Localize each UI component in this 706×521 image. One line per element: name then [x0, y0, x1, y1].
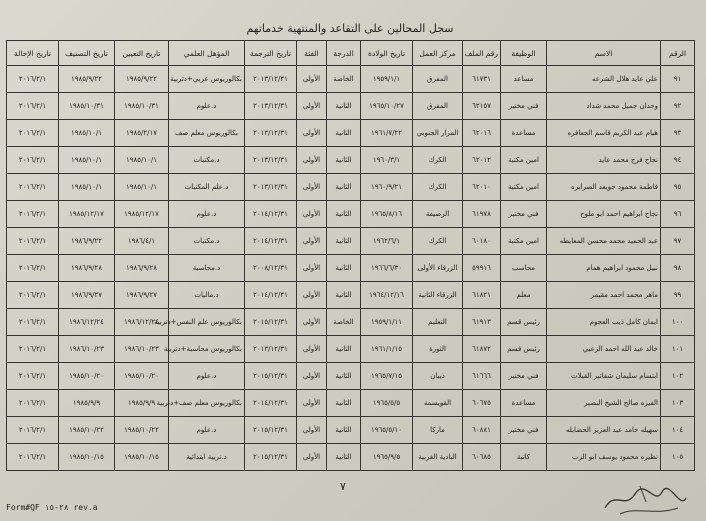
cell-grade: الثانية — [327, 390, 361, 417]
cell-retirement: ٢٠١٦/٢/١ — [7, 120, 59, 147]
cell-num: ٩١ — [661, 66, 695, 93]
cell-grade: الثانية — [327, 201, 361, 228]
cell-grade: الثانية — [327, 282, 361, 309]
table-row — [7, 201, 695, 228]
cell-job: كاتبة — [501, 444, 547, 471]
cell-promotion: ٢٠١٥/١٢/٣١ — [245, 363, 297, 390]
cell-num: ١٠٢ — [661, 363, 695, 390]
cell-category: الأولى — [297, 390, 327, 417]
cell-classification: ١٩٨٦/٩/٢٧ — [59, 282, 115, 309]
cell-appointment: ١٩٨٥/١٠/١ — [115, 147, 169, 174]
cell-center: الكرك — [413, 174, 463, 201]
cell-center: التعليم — [413, 309, 463, 336]
cell-center: المفرق — [413, 66, 463, 93]
cell-center: الزرقاء الأولى — [413, 255, 463, 282]
cell-job: امين مكتبة — [501, 147, 547, 174]
cell-appointment: ١٩٨٦/٩/٢٧ — [115, 282, 169, 309]
cell-birth: ١٩٦١/١/١٥ — [361, 336, 413, 363]
header-file-no: رقم الملف — [463, 41, 501, 66]
cell-classification: ١٩٨٥/١٠/٣١ — [59, 93, 115, 120]
cell-retirement: ٢٠١٦/٢/١ — [7, 228, 59, 255]
header-category: الفئة — [297, 41, 327, 66]
cell-file-no: ٦٠٨٨١ — [463, 417, 501, 444]
cell-category: الأولى — [297, 174, 327, 201]
cell-classification: ١٩٨٥/١٢/١٧ — [59, 201, 115, 228]
cell-name: علي عايد هلال الشرعه — [547, 66, 661, 93]
cell-name: الفيزه صالح الشيخ البصير — [547, 390, 661, 417]
cell-job: رئيس قسم — [501, 336, 547, 363]
cell-name: سهيله حامد عبد العزيز الحضابله — [547, 417, 661, 444]
cell-qualification: د.علم المكتبات — [169, 174, 245, 201]
cell-appointment: ١٩٨٦/١٠/٢٣ — [115, 336, 169, 363]
cell-qualification: د.علوم — [169, 363, 245, 390]
cell-qualification: بكالوريوس علم النفس+دتربية — [169, 309, 245, 336]
cell-name: وجدان جميل محمد شداد — [547, 93, 661, 120]
cell-promotion: ٢٠٠٨/١٢/٣١ — [245, 255, 297, 282]
cell-retirement: ٢٠١٦/٢/١ — [7, 147, 59, 174]
cell-classification: ١٩٨٥/١٠/١ — [59, 120, 115, 147]
table-row — [7, 93, 695, 120]
cell-category: الأولى — [297, 255, 327, 282]
cell-retirement: ٢٠١٦/٢/١ — [7, 66, 59, 93]
cell-num: ٩٢ — [661, 93, 695, 120]
cell-job: امين مكتبة — [501, 174, 547, 201]
cell-promotion: ٢٠١٥/١٢/٣١ — [245, 444, 297, 471]
cell-retirement: ٢٠١٦/٢/١ — [7, 390, 59, 417]
cell-job: فني مختبر — [501, 417, 547, 444]
cell-grade: الثانية — [327, 417, 361, 444]
cell-promotion: ٢٠١٤/١٢/٣١ — [245, 390, 297, 417]
cell-promotion: ٢٠١٥/١٢/٣١ — [245, 309, 297, 336]
cell-num: ٩٦ — [661, 201, 695, 228]
cell-qualification: بكالوريوس محاسبة+دتربية — [169, 336, 245, 363]
cell-classification: ١٩٨٥/١٠/٢٠ — [59, 363, 115, 390]
cell-qualification: د.تربية ابتدائية — [169, 444, 245, 471]
cell-appointment: ١٩٨٥/١٠/٣١ — [115, 93, 169, 120]
cell-file-no: ٦٢٠١٠ — [463, 174, 501, 201]
cell-center: الثورة — [413, 336, 463, 363]
page-title: سجل المحالين على التقاعد والمنتهية خدماتهم — [246, 22, 454, 35]
cell-name: هيام عبد الكريم قاسم الجعافره — [547, 120, 661, 147]
header-appointment: تاريخ التعيين — [115, 41, 169, 66]
cell-birth: ١٩٦٥/٧/١٥ — [361, 363, 413, 390]
cell-promotion: ٢٠١٣/١٢/٣١ — [245, 336, 297, 363]
cell-num: ١٠٥ — [661, 444, 695, 471]
cell-promotion: ٢٠١٣/١٢/٣١ — [245, 120, 297, 147]
cell-qualification: د.محاسبة — [169, 255, 245, 282]
cell-category: الأولى — [297, 93, 327, 120]
cell-center: الكرك — [413, 228, 463, 255]
cell-num: ١٠١ — [661, 336, 695, 363]
cell-birth: ١٩٦٠/٩/٢١ — [361, 174, 413, 201]
cell-appointment: ١٩٨٥/٩/٢٢ — [115, 66, 169, 93]
cell-file-no: ٦١٩١٣ — [463, 309, 501, 336]
cell-job: مساعد — [501, 66, 547, 93]
cell-name: ايمان كامل ذيب العجوم — [547, 309, 661, 336]
cell-birth: ١٩٦١/٧/٢٢ — [361, 120, 413, 147]
cell-job: فني مختبر — [501, 201, 547, 228]
cell-job: امين مكتبة — [501, 228, 547, 255]
header-center: مركز العمل — [413, 41, 463, 66]
cell-category: الأولى — [297, 120, 327, 147]
cell-retirement: ٢٠١٦/٢/١ — [7, 255, 59, 282]
cell-num: ٩٩ — [661, 282, 695, 309]
table-row — [7, 120, 695, 147]
cell-birth: ١٩٦٤/١٢/١٦ — [361, 282, 413, 309]
cell-file-no: ٦٠٦٧٥ — [463, 390, 501, 417]
cell-num: ٩٥ — [661, 174, 695, 201]
table-row — [7, 255, 695, 282]
cell-birth: ١٩٦٥/٩/٥ — [361, 444, 413, 471]
cell-promotion: ٢٠١٣/١٢/٣١ — [245, 93, 297, 120]
cell-promotion: ٢٠١٣/١٢/٣١ — [245, 66, 297, 93]
cell-file-no: ٦٠٦٨٥ — [463, 444, 501, 471]
cell-job: مساعدة — [501, 390, 547, 417]
cell-name: ابتسام سليمان شفاتير القيلات — [547, 363, 661, 390]
cell-job: محاسب — [501, 255, 547, 282]
cell-qualification: بكالوريوس عربي+دتربية — [169, 66, 245, 93]
cell-job: رئيس قسم — [501, 309, 547, 336]
cell-birth: ١٩٦٢/٦/١ — [361, 228, 413, 255]
cell-name: خالد عبد الله احمد الزعبي — [547, 336, 661, 363]
cell-classification: ١٩٨٥/١٠/٢٢ — [59, 417, 115, 444]
cell-category: الأولى — [297, 309, 327, 336]
cell-qualification: د.مكتبات — [169, 228, 245, 255]
cell-promotion: ٢٠١٣/١٢/٣١ — [245, 174, 297, 201]
header-name: الاسم — [547, 41, 661, 66]
cell-center: المزار الجنوبي — [413, 120, 463, 147]
cell-num: ١٠٠ — [661, 309, 695, 336]
header-job: الوظيفة — [501, 41, 547, 66]
cell-promotion: ٢٠١٤/١٢/٣١ — [245, 201, 297, 228]
cell-center: ذيبان — [413, 363, 463, 390]
cell-promotion: ٢٠١٣/١٢/٣١ — [245, 147, 297, 174]
cell-name: نبيل محمود ابراهيم همام — [547, 255, 661, 282]
cell-grade: الثانية — [327, 444, 361, 471]
table-row — [7, 174, 695, 201]
cell-grade: الخاصة — [327, 66, 361, 93]
cell-retirement: ٢٠١٦/٢/١ — [7, 93, 59, 120]
cell-num: ٩٤ — [661, 147, 695, 174]
cell-birth: ١٩٥٩/١/١ — [361, 66, 413, 93]
cell-appointment: ١٩٨٦/٩/٢٨ — [115, 255, 169, 282]
cell-classification: ١٩٨٥/٩/٩ — [59, 390, 115, 417]
cell-center: الكرك — [413, 147, 463, 174]
cell-category: الأولى — [297, 66, 327, 93]
cell-classification: ١٩٨٥/١٠/١٥ — [59, 444, 115, 471]
cell-birth: ١٩٦٥/٥/٥ — [361, 390, 413, 417]
cell-appointment: ١٩٨٦/١٢/٢٤ — [115, 309, 169, 336]
cell-classification: ١٩٨٦/١٢/٢٤ — [59, 309, 115, 336]
table-row — [7, 228, 695, 255]
cell-classification: ١٩٨٦/٩/٢٨ — [59, 255, 115, 282]
cell-grade: الثانية — [327, 174, 361, 201]
cell-classification: ١٩٨٦/٩/٢٢ — [59, 228, 115, 255]
cell-retirement: ٢٠١٦/٢/١ — [7, 174, 59, 201]
cell-birth: ١٩٦٥/٥/١٠ — [361, 417, 413, 444]
cell-birth: ١٩٦٥/١٠/٢٧ — [361, 93, 413, 120]
cell-category: الأولى — [297, 147, 327, 174]
cell-center: الزرقاء الثانية — [413, 282, 463, 309]
header-num: الرقم — [661, 41, 695, 66]
cell-retirement: ٢٠١٦/٢/١ — [7, 309, 59, 336]
table-row — [7, 363, 695, 390]
cell-center: الرصيفة — [413, 201, 463, 228]
cell-file-no: ٦١٨٧٢ — [463, 336, 501, 363]
cell-center: ماركا — [413, 417, 463, 444]
cell-birth: ١٩٦٠/٣/١ — [361, 147, 413, 174]
header-retirement: تاريخ الإحالة — [7, 41, 59, 66]
cell-grade: الثانية — [327, 336, 361, 363]
cell-num: ١٠٣ — [661, 390, 695, 417]
cell-classification: ١٩٨٥/٩/٢٢ — [59, 66, 115, 93]
handwritten-signature — [600, 480, 690, 518]
cell-appointment: ١٩٨٥/١٢/١٧ — [115, 201, 169, 228]
cell-file-no: ٦٢١٥٧ — [463, 93, 501, 120]
cell-file-no: ٦٢٠١٦ — [463, 120, 501, 147]
cell-grade: الخاصة — [327, 309, 361, 336]
cell-retirement: ٢٠١٦/٢/١ — [7, 444, 59, 471]
cell-category: الأولى — [297, 444, 327, 471]
table-row — [7, 66, 695, 93]
cell-category: الأولى — [297, 336, 327, 363]
cell-file-no: ٦١٨٢١ — [463, 282, 501, 309]
cell-qualification: د.علوم — [169, 201, 245, 228]
cell-category: الأولى — [297, 363, 327, 390]
cell-appointment: ١٩٨٥/١٠/٢٠ — [115, 363, 169, 390]
cell-classification: ١٩٨٥/١٠/١ — [59, 174, 115, 201]
cell-retirement: ٢٠١٦/٢/١ — [7, 363, 59, 390]
cell-qualification: بكالوريوس معلم صف+دتربية — [169, 390, 245, 417]
cell-qualification: د.علوم — [169, 93, 245, 120]
table-row — [7, 390, 695, 417]
cell-birth: ١٩٥٩/١/١١ — [361, 309, 413, 336]
cell-name: فاطمة محمود جويعد الصرايره — [547, 174, 661, 201]
header-birth: تاريخ الولادة — [361, 41, 413, 66]
cell-appointment: ١٩٨٦/٤/١ — [115, 228, 169, 255]
cell-file-no: ٦١٦٦٦ — [463, 363, 501, 390]
cell-qualification: د.علوم — [169, 417, 245, 444]
cell-grade: الثانية — [327, 120, 361, 147]
cell-num: ٩٧ — [661, 228, 695, 255]
cell-file-no: ٦٢٠١٢ — [463, 147, 501, 174]
cell-file-no: ٦٠١٨٠ — [463, 228, 501, 255]
cell-birth: ١٩٦٥/٨/١٦ — [361, 201, 413, 228]
cell-promotion: ٢٠١٤/١٢/٣١ — [245, 282, 297, 309]
cell-grade: الثانية — [327, 147, 361, 174]
table-row — [7, 282, 695, 309]
cell-retirement: ٢٠١٦/٢/١ — [7, 336, 59, 363]
table-header-row — [7, 41, 695, 66]
table-row — [7, 444, 695, 471]
cell-retirement: ٢٠١٦/٢/١ — [7, 282, 59, 309]
cell-grade: الثانية — [327, 363, 361, 390]
cell-name: نجاح ابراهيم احمد ابو ملوح — [547, 201, 661, 228]
table-row — [7, 309, 695, 336]
cell-file-no: ٦١٧٣١ — [463, 66, 501, 93]
cell-category: الأولى — [297, 201, 327, 228]
header-grade: الدرجة — [327, 41, 361, 66]
cell-num: ١٠٤ — [661, 417, 695, 444]
cell-name: عبد الحميد محمد محسن المعايطه — [547, 228, 661, 255]
cell-job: فني مختبر — [501, 93, 547, 120]
cell-grade: الثانية — [327, 93, 361, 120]
cell-file-no: ٥٩٩١٦ — [463, 255, 501, 282]
cell-appointment: ١٩٨٥/٩/٩ — [115, 390, 169, 417]
cell-promotion: ٢٠١٤/١٢/٣١ — [245, 228, 297, 255]
cell-grade: الثانية — [327, 228, 361, 255]
cell-qualification: د.مكتبات — [169, 147, 245, 174]
header-classification: تاريخ التصنيف — [59, 41, 115, 66]
cell-category: الأولى — [297, 228, 327, 255]
retirees-table — [6, 40, 695, 471]
cell-category: الأولى — [297, 417, 327, 444]
cell-classification: ١٩٨٦/١٠/٢٣ — [59, 336, 115, 363]
cell-job: فني مختبر — [501, 363, 547, 390]
cell-center: القويسمة — [413, 390, 463, 417]
header-promotion: تاريخ الترجمة — [245, 41, 297, 66]
cell-file-no: ٦١٩٧٨ — [463, 201, 501, 228]
cell-classification: ١٩٨٥/١٠/١ — [59, 147, 115, 174]
cell-num: ٩٣ — [661, 120, 695, 147]
cell-name: نجاح فرج محمد عايد — [547, 147, 661, 174]
cell-retirement: ٢٠١٦/٢/١ — [7, 201, 59, 228]
cell-category: الأولى — [297, 282, 327, 309]
cell-qualification: د.ماليات — [169, 282, 245, 309]
page-number: ٧ — [340, 480, 346, 493]
cell-appointment: ١٩٨٥/٢/١٧ — [115, 120, 169, 147]
cell-num: ٩٨ — [661, 255, 695, 282]
header-qualification: المؤهل العلمي — [169, 41, 245, 66]
cell-appointment: ١٩٨٥/١٠/١ — [115, 174, 169, 201]
table-row — [7, 147, 695, 174]
cell-promotion: ٢٠١٥/١٢/٣١ — [245, 417, 297, 444]
cell-job: معلم — [501, 282, 547, 309]
cell-appointment: ١٩٨٥/١٠/٢٢ — [115, 417, 169, 444]
form-code: Form#QF ٢٨-١٥ rev.a — [6, 503, 98, 512]
cell-birth: ١٩٦٦/٦/٣٠ — [361, 255, 413, 282]
cell-center: المفرق — [413, 93, 463, 120]
cell-appointment: ١٩٨٥/١٠/١٥ — [115, 444, 169, 471]
table-row — [7, 336, 695, 363]
cell-job: مساعدة — [501, 120, 547, 147]
cell-name: نظيره محمود يوسف ابو الرب — [547, 444, 661, 471]
cell-name: ماهر محمد احمد مقيمر — [547, 282, 661, 309]
cell-center: البادية الغربية — [413, 444, 463, 471]
cell-grade: الثانية — [327, 255, 361, 282]
cell-qualification: بكالوريوس معلم صف — [169, 120, 245, 147]
cell-retirement: ٢٠١٦/٢/١ — [7, 417, 59, 444]
table-row — [7, 417, 695, 444]
